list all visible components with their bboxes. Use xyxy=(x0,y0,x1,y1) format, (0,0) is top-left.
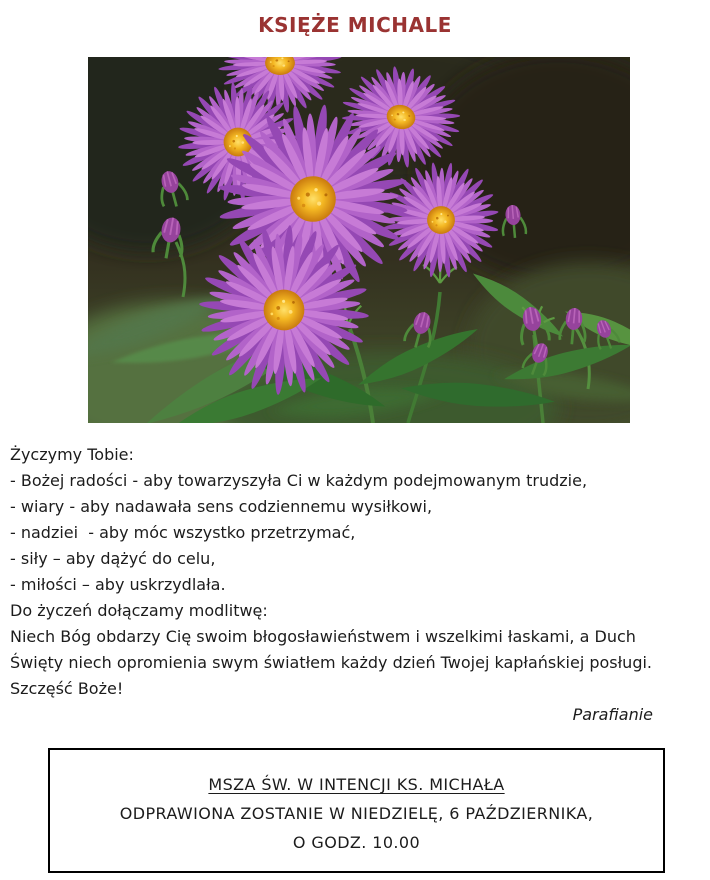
aster-photo-image xyxy=(88,57,630,423)
wish-line-1: - Bożej radości - aby towarzyszyła Ci w każdym podejmowanym trudzie, xyxy=(10,471,588,490)
page-title: KSIĘŻE MICHALE xyxy=(258,13,452,37)
wish-line-5: - miłości – aby uskrzydlała. xyxy=(10,575,226,594)
prayer-intro: Do życzeń dołączamy modlitwę: xyxy=(10,601,268,620)
wish-line-4: - siły – aby dążyć do celu, xyxy=(10,549,216,568)
wish-line-2: - wiary - aby nadawała sens codziennemu wysiłkowi, xyxy=(10,497,433,516)
mass-notice-line2: ODPRAWIONA ZOSTANIE W NIEDZIELĘ, 6 PAŹDZIERNIKA, xyxy=(119,804,594,823)
wishes-intro: Życzymy Tobie: xyxy=(10,445,134,464)
signature: Parafianie xyxy=(572,705,653,724)
aster-photo xyxy=(88,57,630,423)
mass-notice-title: MSZA ŚW. W INTENCJI KS. MICHAŁA xyxy=(208,775,505,794)
prayer-line-2: Święty niech opromienia swym światłem każdy dzień Twojej kapłańskiej posługi. xyxy=(10,653,652,672)
wish-line-3: - nadziei - aby móc wszystko przetrzymać, xyxy=(10,523,356,542)
mass-notice-box xyxy=(48,748,665,873)
closing-blessing: Szczęść Boże! xyxy=(10,679,124,698)
wishes-text xyxy=(10,442,698,728)
prayer-line-1: Niech Bóg obdarzy Cię swoim błogosławieństwem i wszelkimi łaskami, a Duch xyxy=(10,627,636,646)
mass-notice-line3: O GODZ. 10.00 xyxy=(292,833,421,852)
